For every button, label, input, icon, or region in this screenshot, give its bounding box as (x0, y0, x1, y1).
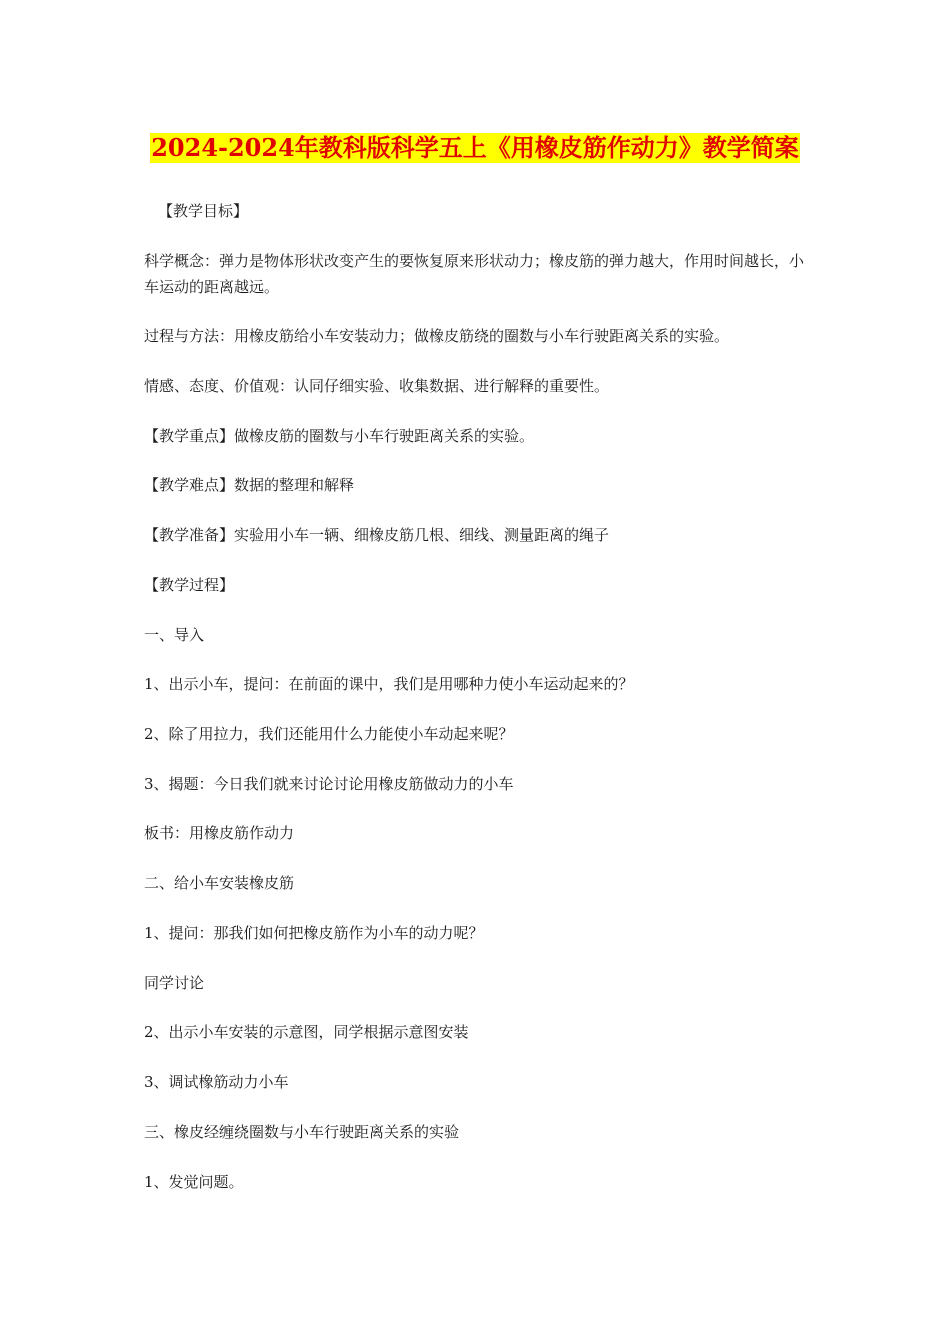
paragraph-board-note: 板书：用橡皮筋作动力 (144, 824, 295, 842)
paragraph-key-points: 【教学重点】做橡皮筋的圈数与小车行驶距离关系的实验。 (144, 427, 535, 445)
list-item: 2、除了用拉力，我们还能用什么力能使小车动起来呢？ (144, 725, 514, 743)
list-item: 3、调试橡筋动力小车 (144, 1073, 289, 1091)
paragraph-process-method: 过程与方法：用橡皮筋给小车安装动力；做橡皮筋绕的圈数与小车行驶距离关系的实验。 (144, 327, 730, 345)
heading-teaching-goals: 【教学目标】 (158, 202, 249, 220)
list-item: 1、发觉问题。 (144, 1173, 244, 1191)
list-item: 2、出示小车安装的示意图，同学根据示意图安装 (144, 1023, 469, 1041)
paragraph-science-concept: 科学概念：弹力是物体形状改变产生的要恢复原来形状动力；橡皮筋的弹力越大，作用时间越长，小车运动的距离越远。 (144, 252, 805, 296)
paragraph-difficulties: 【教学难点】数据的整理和解释 (144, 476, 355, 494)
section-heading-experiment: 三、橡皮经缠绕圈数与小车行驶距离关系的实验 (144, 1123, 460, 1141)
paragraph-attitude-values: 情感、态度、价值观：认同仔细实验、收集数据、进行解释的重要性。 (144, 377, 610, 395)
list-item: 1、提问：那我们如何把橡皮筋作为小车的动力呢？ (144, 924, 484, 942)
document-title: 2024-2024年教科版科学五上《用橡皮筋作动力》教学简案 (151, 133, 799, 162)
list-item: 3、揭题：今日我们就来讨论讨论用橡皮筋做动力的小车 (144, 775, 514, 793)
list-item: 1、出示小车，提问：在前面的课中，我们是用哪种力使小车运动起来的？ (144, 675, 634, 693)
section-heading-intro: 一、导入 (144, 626, 205, 644)
title-container (0, 133, 950, 163)
section-heading-install: 二、给小车安装橡皮筋 (144, 874, 295, 892)
heading-teaching-process: 【教学过程】 (144, 576, 235, 594)
paragraph-preparation: 【教学准备】实验用小车一辆、细橡皮筋几根、细线、测量距离的绳子 (144, 526, 610, 544)
paragraph-discussion: 同学讨论 (144, 974, 205, 992)
